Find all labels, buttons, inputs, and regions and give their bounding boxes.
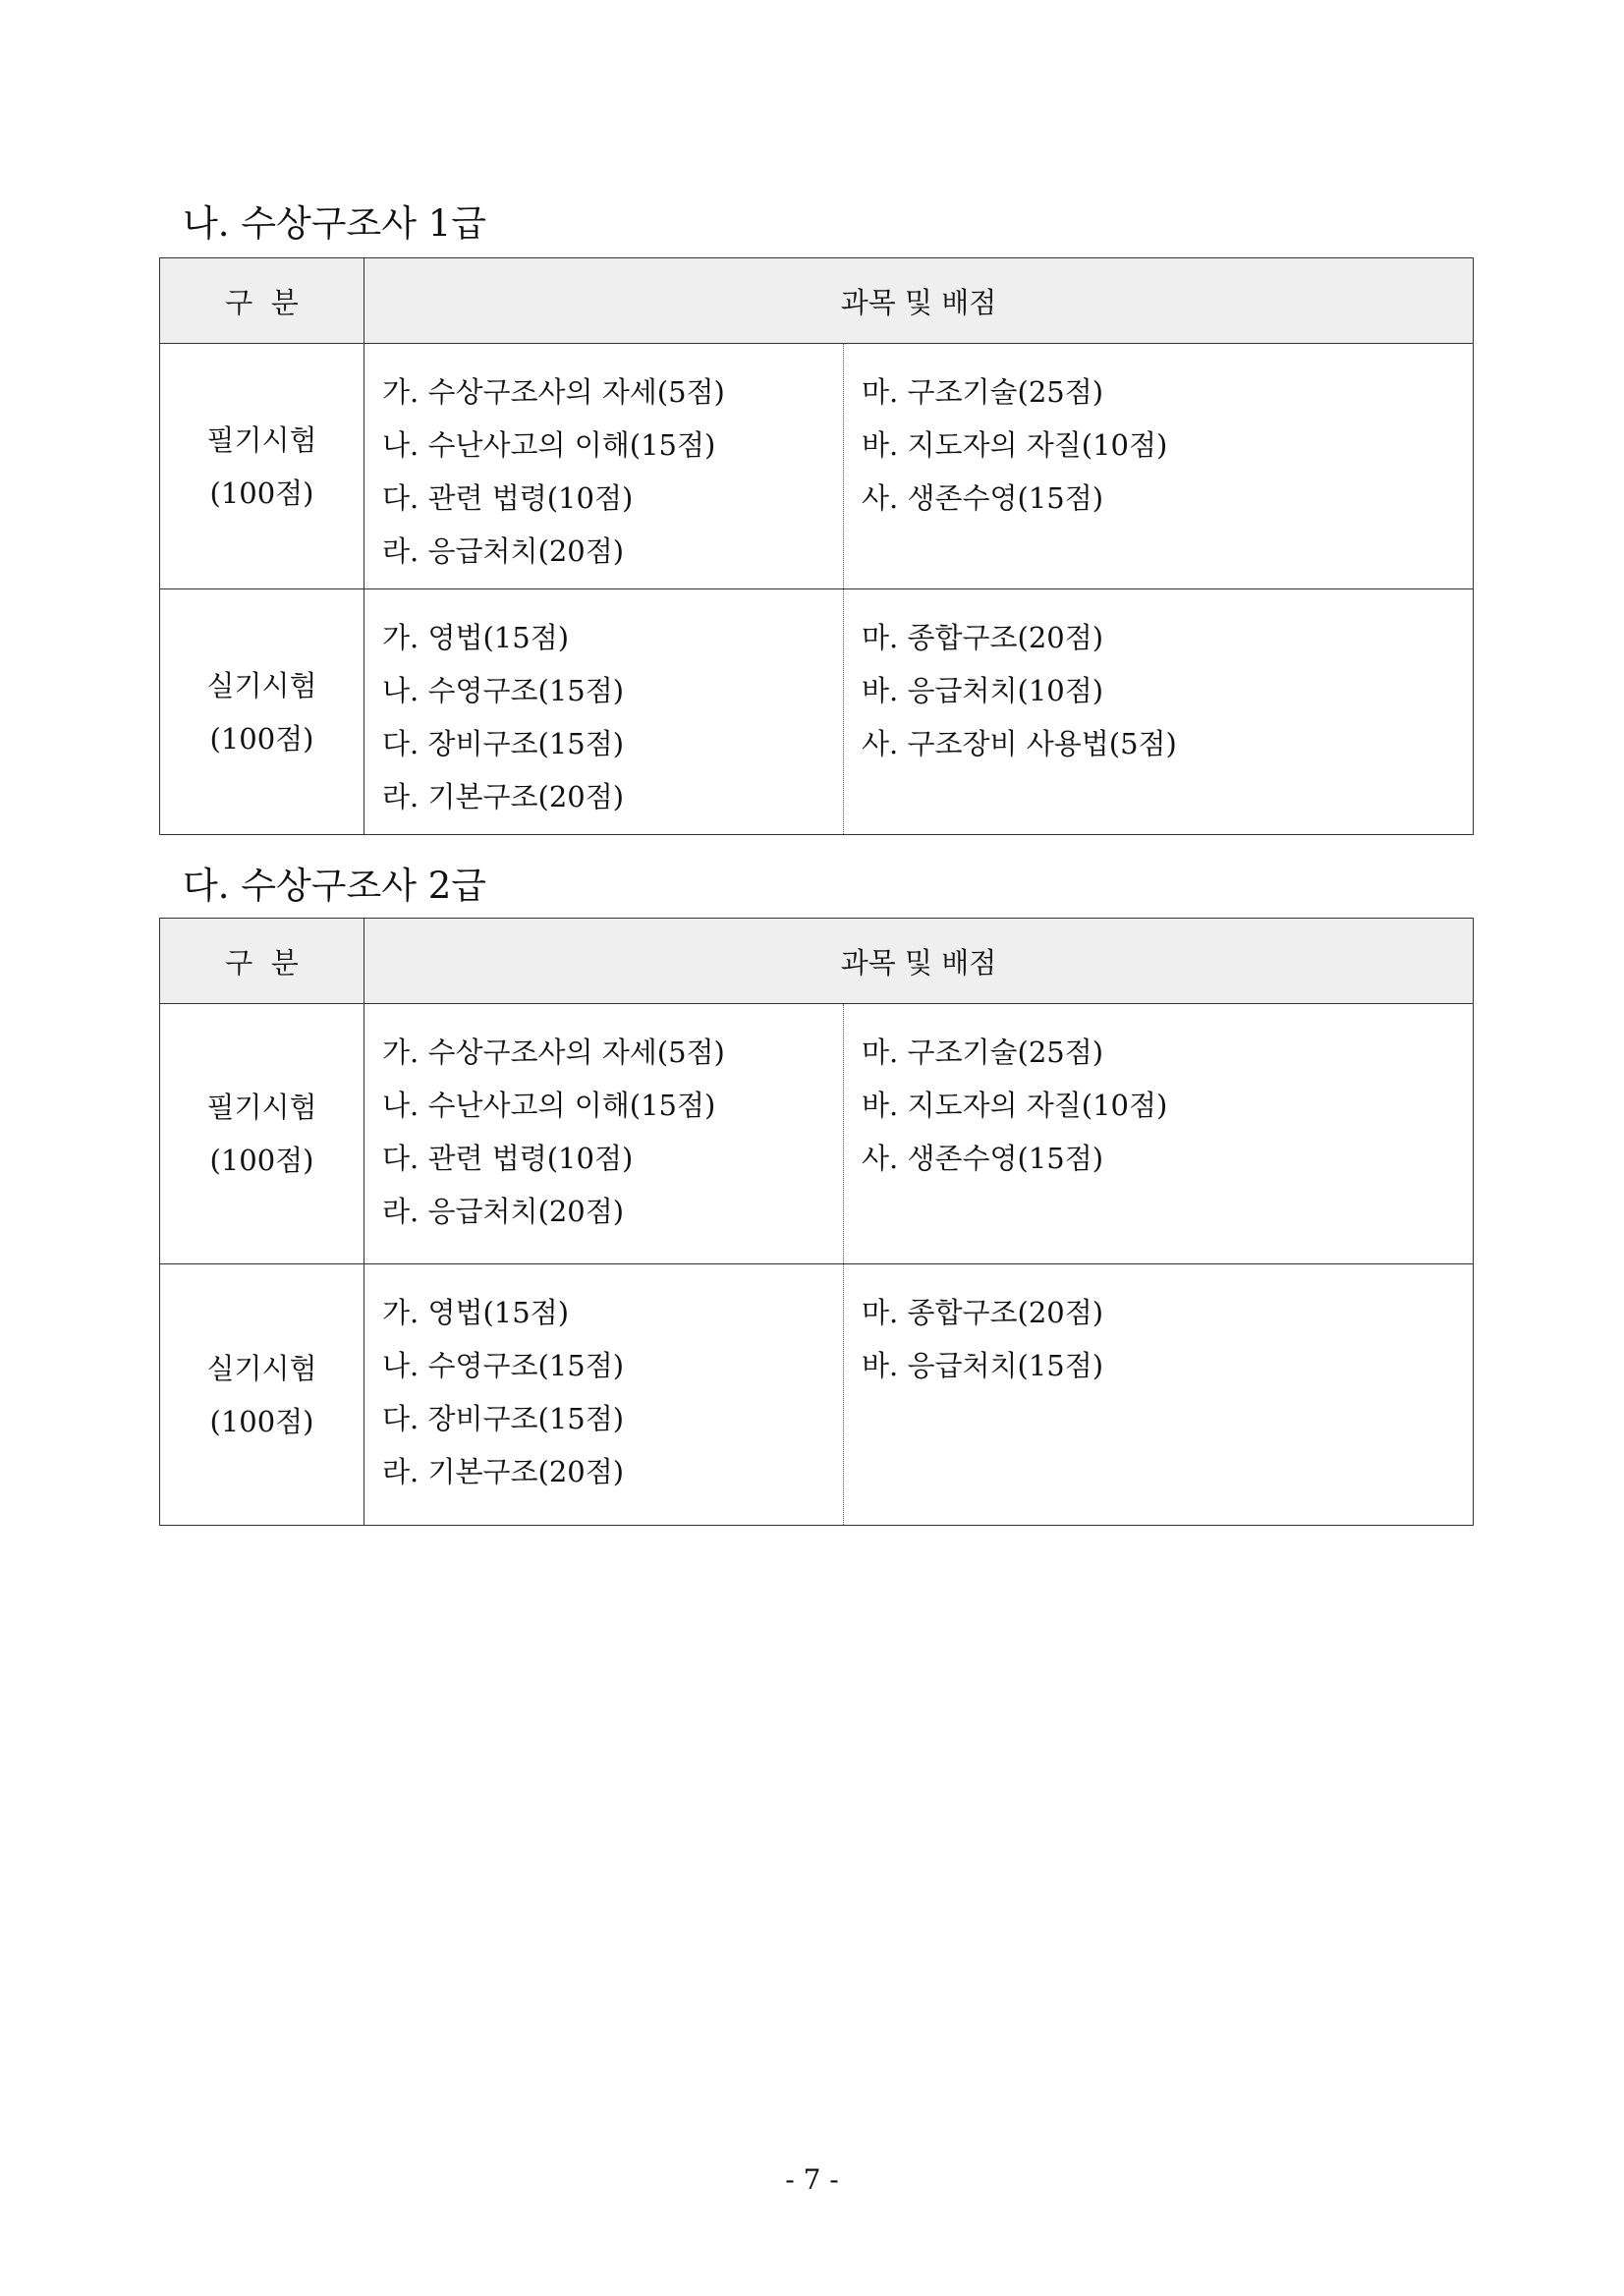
subject-item: 나. 수난사고의 이해(15점) — [382, 1089, 716, 1122]
table-row — [160, 1264, 1474, 1526]
subject-item: 바. 응급처치(15점) — [862, 1349, 1104, 1382]
subject-item: 라. 기본구조(20점) — [382, 780, 625, 813]
exam-type-cell — [160, 1004, 364, 1264]
subjects-right — [844, 1004, 1474, 1264]
exam-points: (100점) — [209, 1404, 314, 1438]
table-header-row — [160, 258, 1474, 344]
section-title: 나. 수상구조사 1급 — [183, 202, 487, 245]
subject-item: 사. 생존수영(15점) — [862, 1142, 1104, 1175]
exam-type: 실기시험 — [206, 668, 317, 702]
header-category: 구 분 — [160, 919, 364, 1004]
subject-item: 나. 수영구조(15점) — [382, 1349, 625, 1382]
exam-type: 필기시험 — [206, 422, 317, 457]
subject-item: 가. 수상구조사의 자세(5점) — [382, 375, 725, 409]
exam-points: (100점) — [209, 476, 314, 510]
subject-item: 바. 지도자의 자질(10점) — [862, 428, 1168, 462]
header-subjects: 과목 및 배점 — [364, 258, 1474, 344]
subject-item: 마. 종합구조(20점) — [862, 621, 1104, 654]
subject-item: 바. 지도자의 자질(10점) — [862, 1089, 1168, 1122]
subject-item: 마. 구조기술(25점) — [862, 375, 1104, 409]
exam-type: 실기시험 — [206, 1351, 317, 1385]
section-title: 다. 수상구조사 2급 — [183, 865, 487, 907]
subject-item: 라. 응급처치(20점) — [382, 534, 625, 568]
exam-points: (100점) — [209, 1144, 314, 1177]
subjects-right — [844, 1264, 1474, 1526]
table-row — [160, 1004, 1474, 1264]
header-subjects: 과목 및 배점 — [364, 919, 1474, 1004]
subject-item: 사. 구조장비 사용법(5점) — [862, 727, 1177, 760]
subject-item: 라. 응급처치(20점) — [382, 1195, 625, 1228]
subjects-right — [844, 589, 1474, 835]
subjects-left — [364, 589, 844, 835]
subject-item: 나. 수난사고의 이해(15점) — [382, 428, 716, 462]
subject-item: 다. 관련 법령(10점) — [382, 1142, 634, 1175]
subject-item: 다. 관련 법령(10점) — [382, 481, 634, 515]
exam-type-cell — [160, 589, 364, 835]
subjects-right — [844, 344, 1474, 589]
subject-item: 다. 장비구조(15점) — [382, 1402, 625, 1435]
subject-table — [159, 918, 1474, 1526]
subject-item: 나. 수영구조(15점) — [382, 674, 625, 707]
header-category: 구 분 — [160, 258, 364, 344]
subject-item: 가. 영법(15점) — [382, 621, 570, 654]
subjects-left — [364, 1004, 844, 1264]
subject-item: 다. 장비구조(15점) — [382, 727, 625, 760]
subject-item: 라. 기본구조(20점) — [382, 1455, 625, 1488]
subjects-left — [364, 1264, 844, 1526]
subject-item: 마. 구조기술(25점) — [862, 1036, 1104, 1069]
exam-type: 필기시험 — [206, 1091, 317, 1124]
exam-points: (100점) — [209, 721, 314, 756]
exam-type-cell — [160, 344, 364, 589]
subject-table — [159, 257, 1474, 835]
table-row — [160, 344, 1474, 589]
page-number: - 7 - — [785, 2163, 839, 2196]
subject-item: 마. 종합구조(20점) — [862, 1296, 1104, 1329]
subject-item: 바. 응급처치(10점) — [862, 674, 1104, 707]
subjects-left — [364, 344, 844, 589]
subject-item: 사. 생존수영(15점) — [862, 481, 1104, 515]
table-header-row — [160, 919, 1474, 1004]
subject-item: 가. 수상구조사의 자세(5점) — [382, 1036, 725, 1069]
exam-type-cell — [160, 1264, 364, 1526]
subject-item: 가. 영법(15점) — [382, 1296, 570, 1329]
table-row — [160, 589, 1474, 835]
